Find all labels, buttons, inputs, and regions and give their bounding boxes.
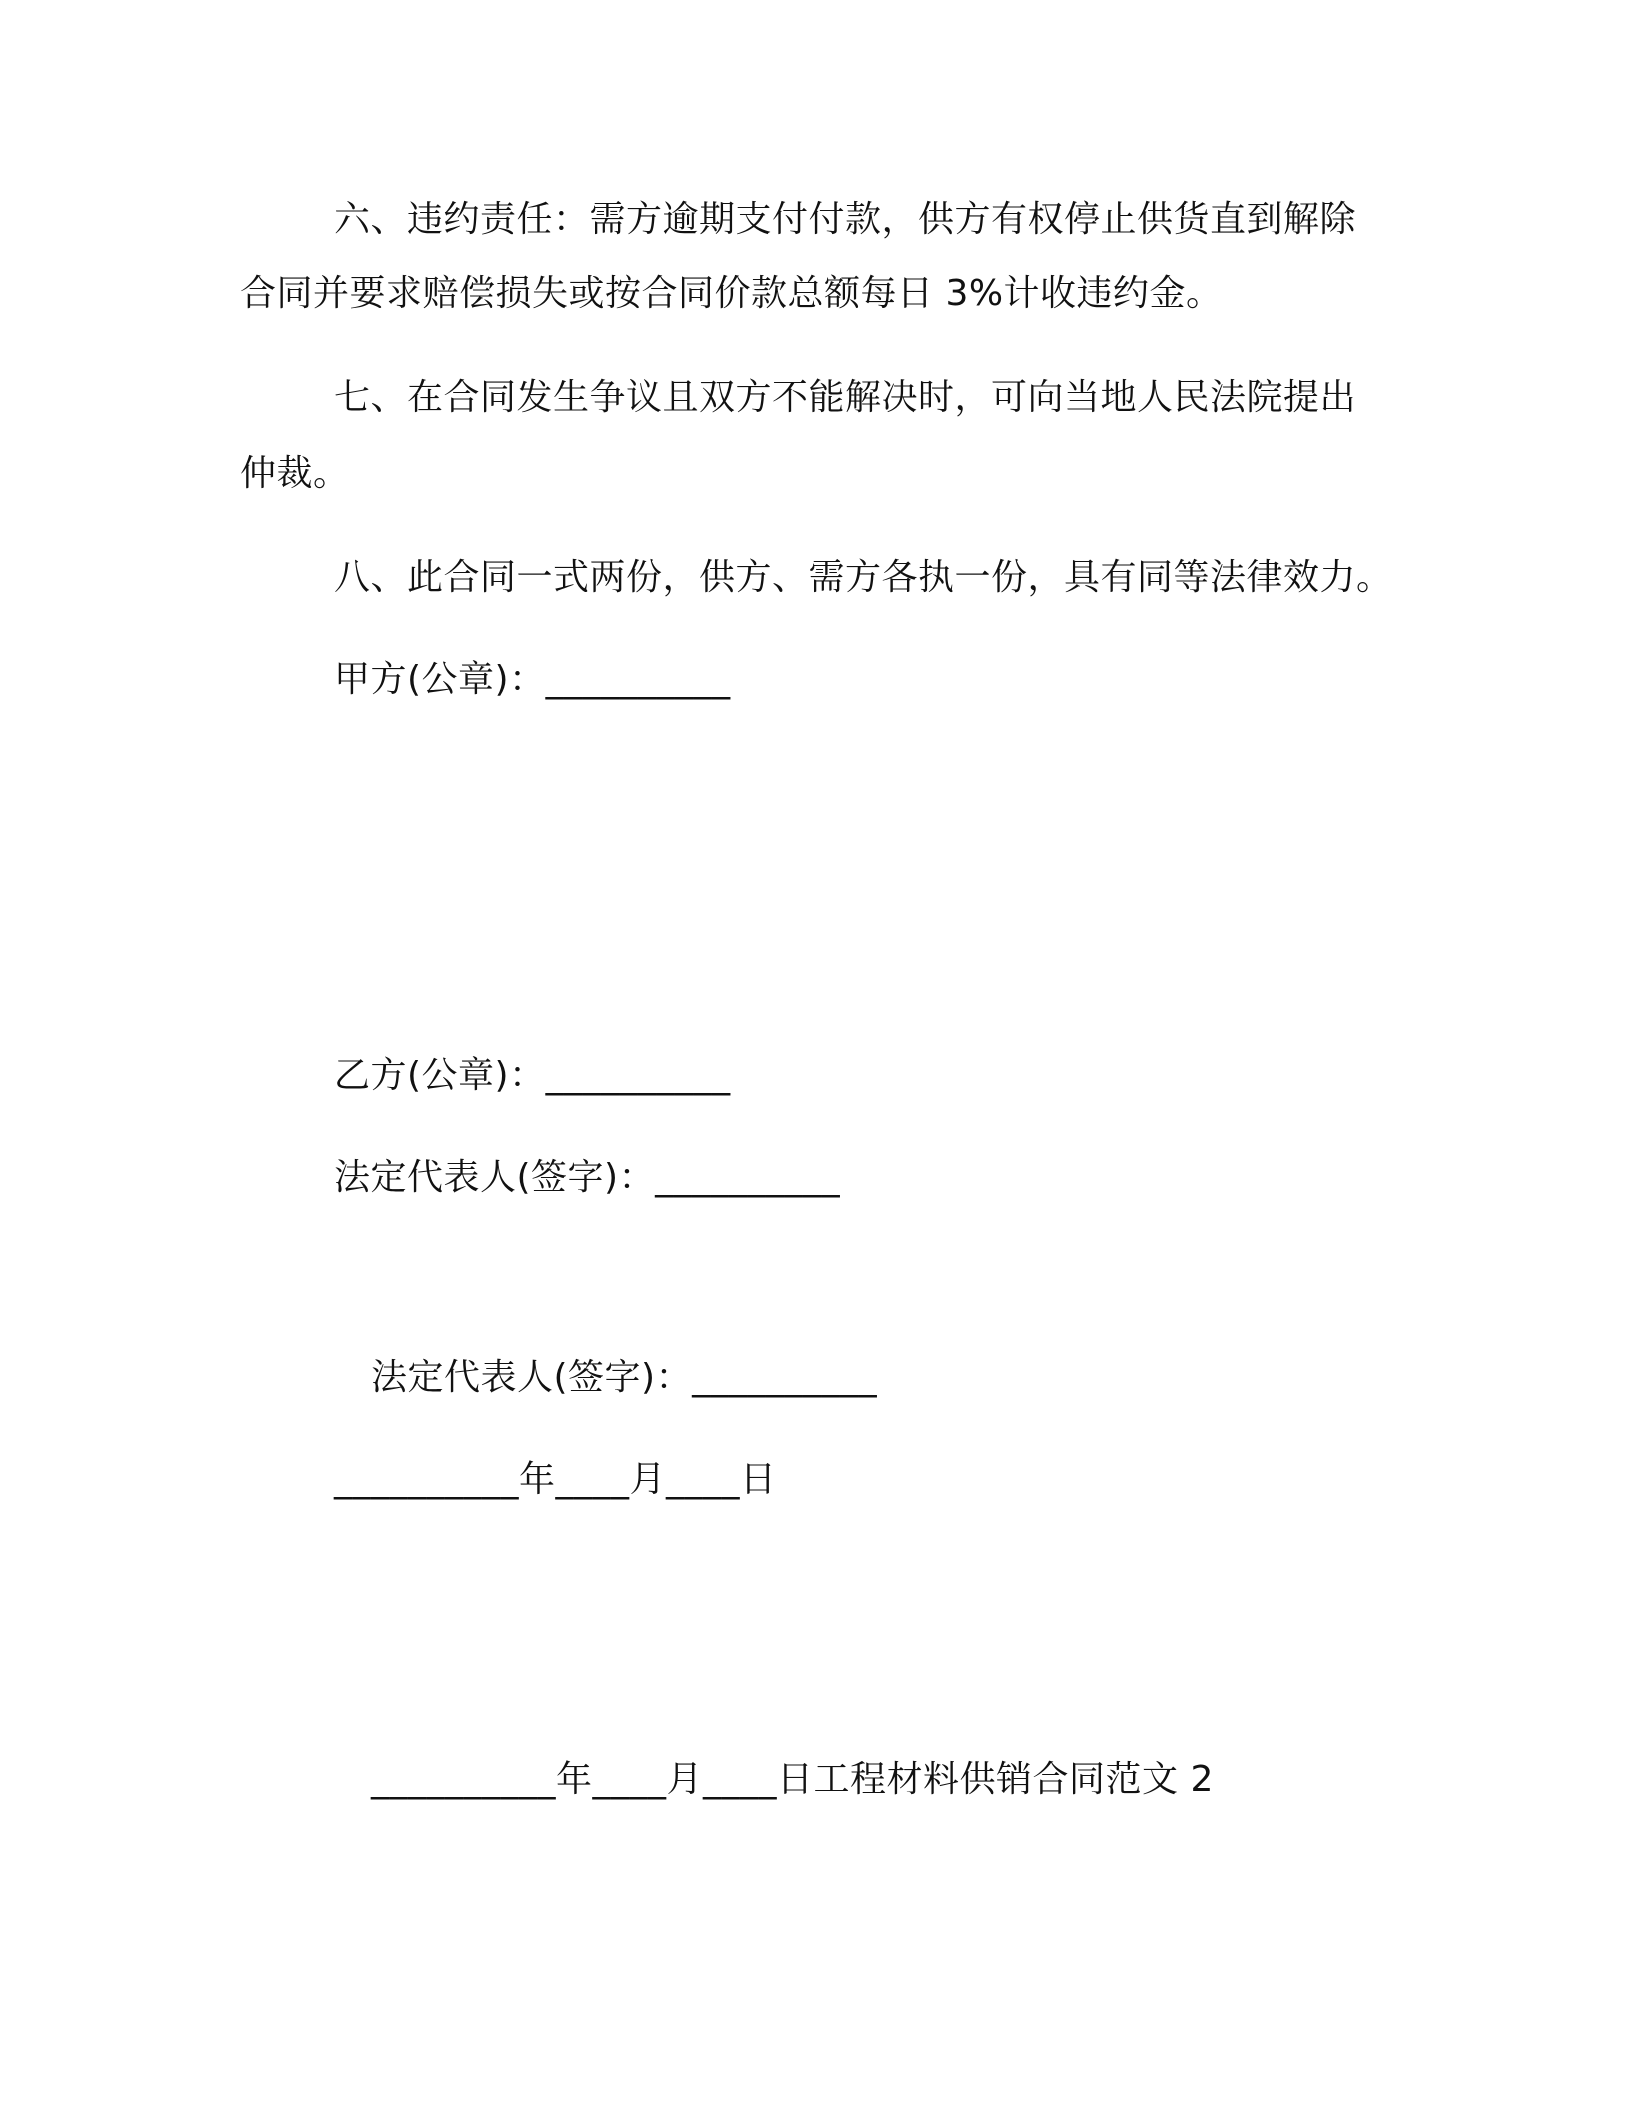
clause-7-line-2: 仲裁。 bbox=[240, 453, 350, 494]
next-contract-title: __________年____月____日工程材料供销合同范文 2 bbox=[371, 1759, 1214, 1800]
party-a-seal-line: 甲方(公章)：__________ bbox=[334, 659, 731, 700]
legal-rep-signature-line-2: 法定代表人(签字)：__________ bbox=[371, 1357, 878, 1398]
clause-8: 八、此合同一式两份，供方、需方各执一份，具有同等法律效力。 bbox=[334, 557, 1393, 598]
clause-6-line-2: 合同并要求赔偿损失或按合同价款总额每日 3%计收违约金。 bbox=[240, 273, 1223, 314]
party-b-seal-line: 乙方(公章)：__________ bbox=[334, 1055, 731, 1096]
clause-7-line-1: 七、在合同发生争议且双方不能解决时，可向当地人民法院提出 bbox=[334, 377, 1357, 418]
legal-rep-signature-line-1: 法定代表人(签字)：__________ bbox=[334, 1157, 841, 1198]
date-line: __________年____月____日 bbox=[334, 1459, 777, 1500]
clause-6-line-1: 六、违约责任：需方逾期支付付款，供方有权停止供货直到解除 bbox=[334, 199, 1357, 240]
